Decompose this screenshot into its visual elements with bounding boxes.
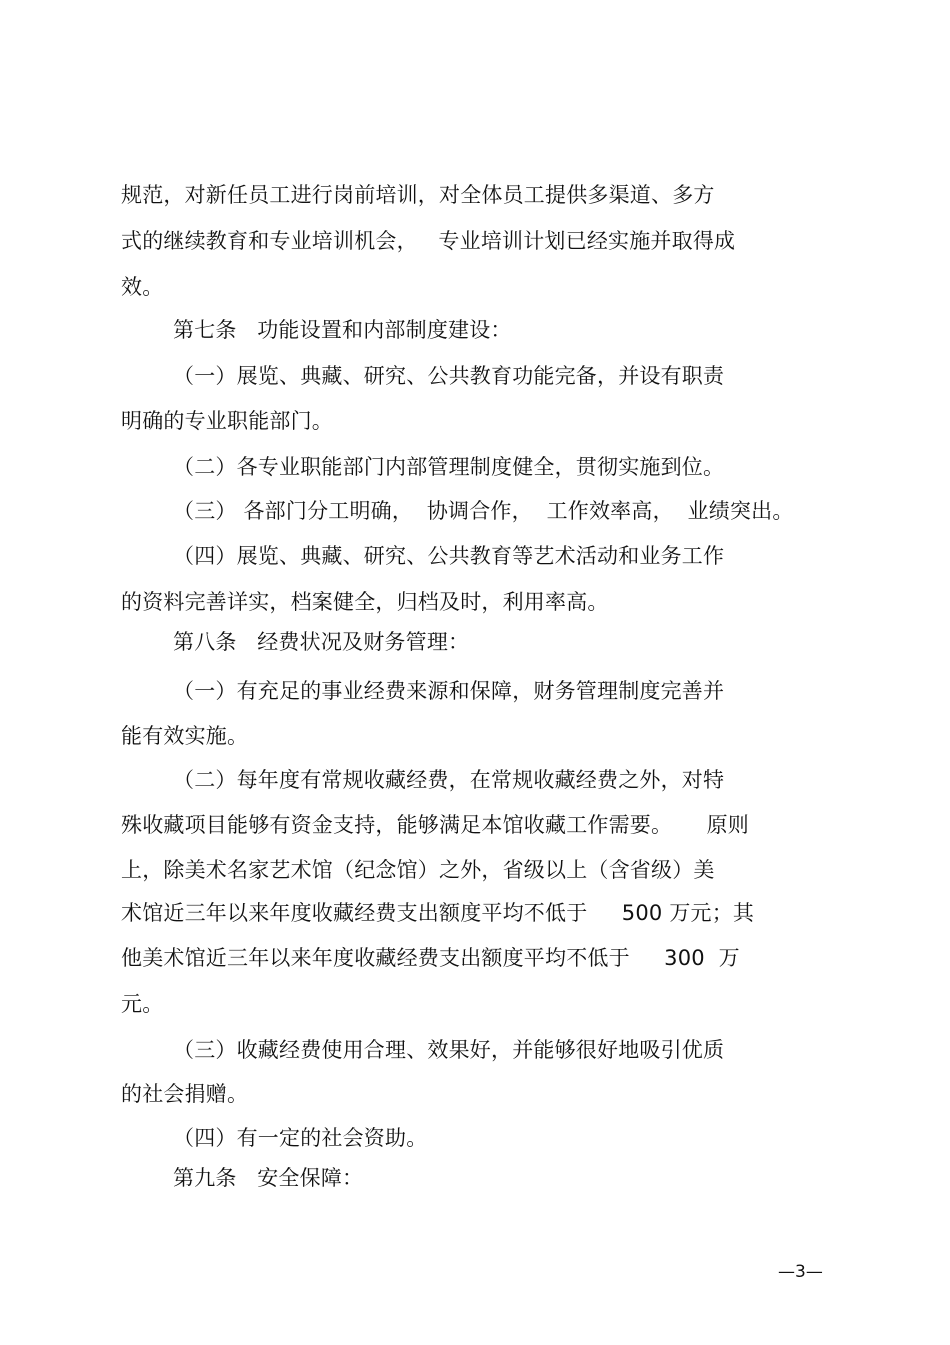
text-line: 效。 xyxy=(121,275,164,299)
text-line: 元。 xyxy=(121,992,164,1016)
text-line: 式的继续教育和专业培训机会， 专业培训计划已经实施并取得成 xyxy=(121,229,736,253)
text-line: 明确的专业职能部门。 xyxy=(121,409,333,433)
text-line: （二）各专业职能部门内部管理制度健全，贯彻实施到位。 xyxy=(173,455,725,479)
text-line: 能有效实施。 xyxy=(121,724,249,748)
text-line: 他美术馆近三年以来年度收藏经费支出额度平均不低于 300 万 xyxy=(121,946,740,970)
text-line: （一）有充足的事业经费来源和保障，财务管理制度完善并 xyxy=(173,679,725,703)
text-line: （二）每年度有常规收藏经费，在常规收藏经费之外，对特 xyxy=(173,768,725,792)
text-line: 殊收藏项目能够有资金支持，能够满足本馆收藏工作需要。 原则 xyxy=(121,813,749,837)
text-line: （三）收藏经费使用合理、效果好，并能够很好地吸引优质 xyxy=(173,1038,725,1062)
article-heading: 第八条 经费状况及财务管理： xyxy=(173,630,470,654)
text-line: 上，除美术名家艺术馆（纪念馆）之外，省级以上（含省级）美 xyxy=(121,858,715,882)
text-line: 的社会捐赠。 xyxy=(121,1082,249,1106)
text-line: （三） 各部门分工明确， 协调合作， 工作效率高， 业绩突出。 xyxy=(173,499,794,523)
article-heading: 第七条 功能设置和内部制度建设： xyxy=(173,318,512,342)
page-number: —3— xyxy=(778,1262,823,1282)
text-line: （四）有一定的社会资助。 xyxy=(173,1126,428,1150)
text-line: （四）展览、典藏、研究、公共教育等艺术活动和业务工作 xyxy=(173,544,725,568)
text-line: 的资料完善详实，档案健全，归档及时，利用率高。 xyxy=(121,590,609,614)
article-heading: 第九条 安全保障： xyxy=(173,1166,364,1190)
text-line: 规范，对新任员工进行岗前培训，对全体员工提供多渠道、多方 xyxy=(121,183,715,207)
text-line: 术馆近三年以来年度收藏经费支出额度平均不低于 500 万元；其 xyxy=(121,901,755,925)
text-line: （一）展览、典藏、研究、公共教育功能完备，并设有职责 xyxy=(173,364,725,388)
